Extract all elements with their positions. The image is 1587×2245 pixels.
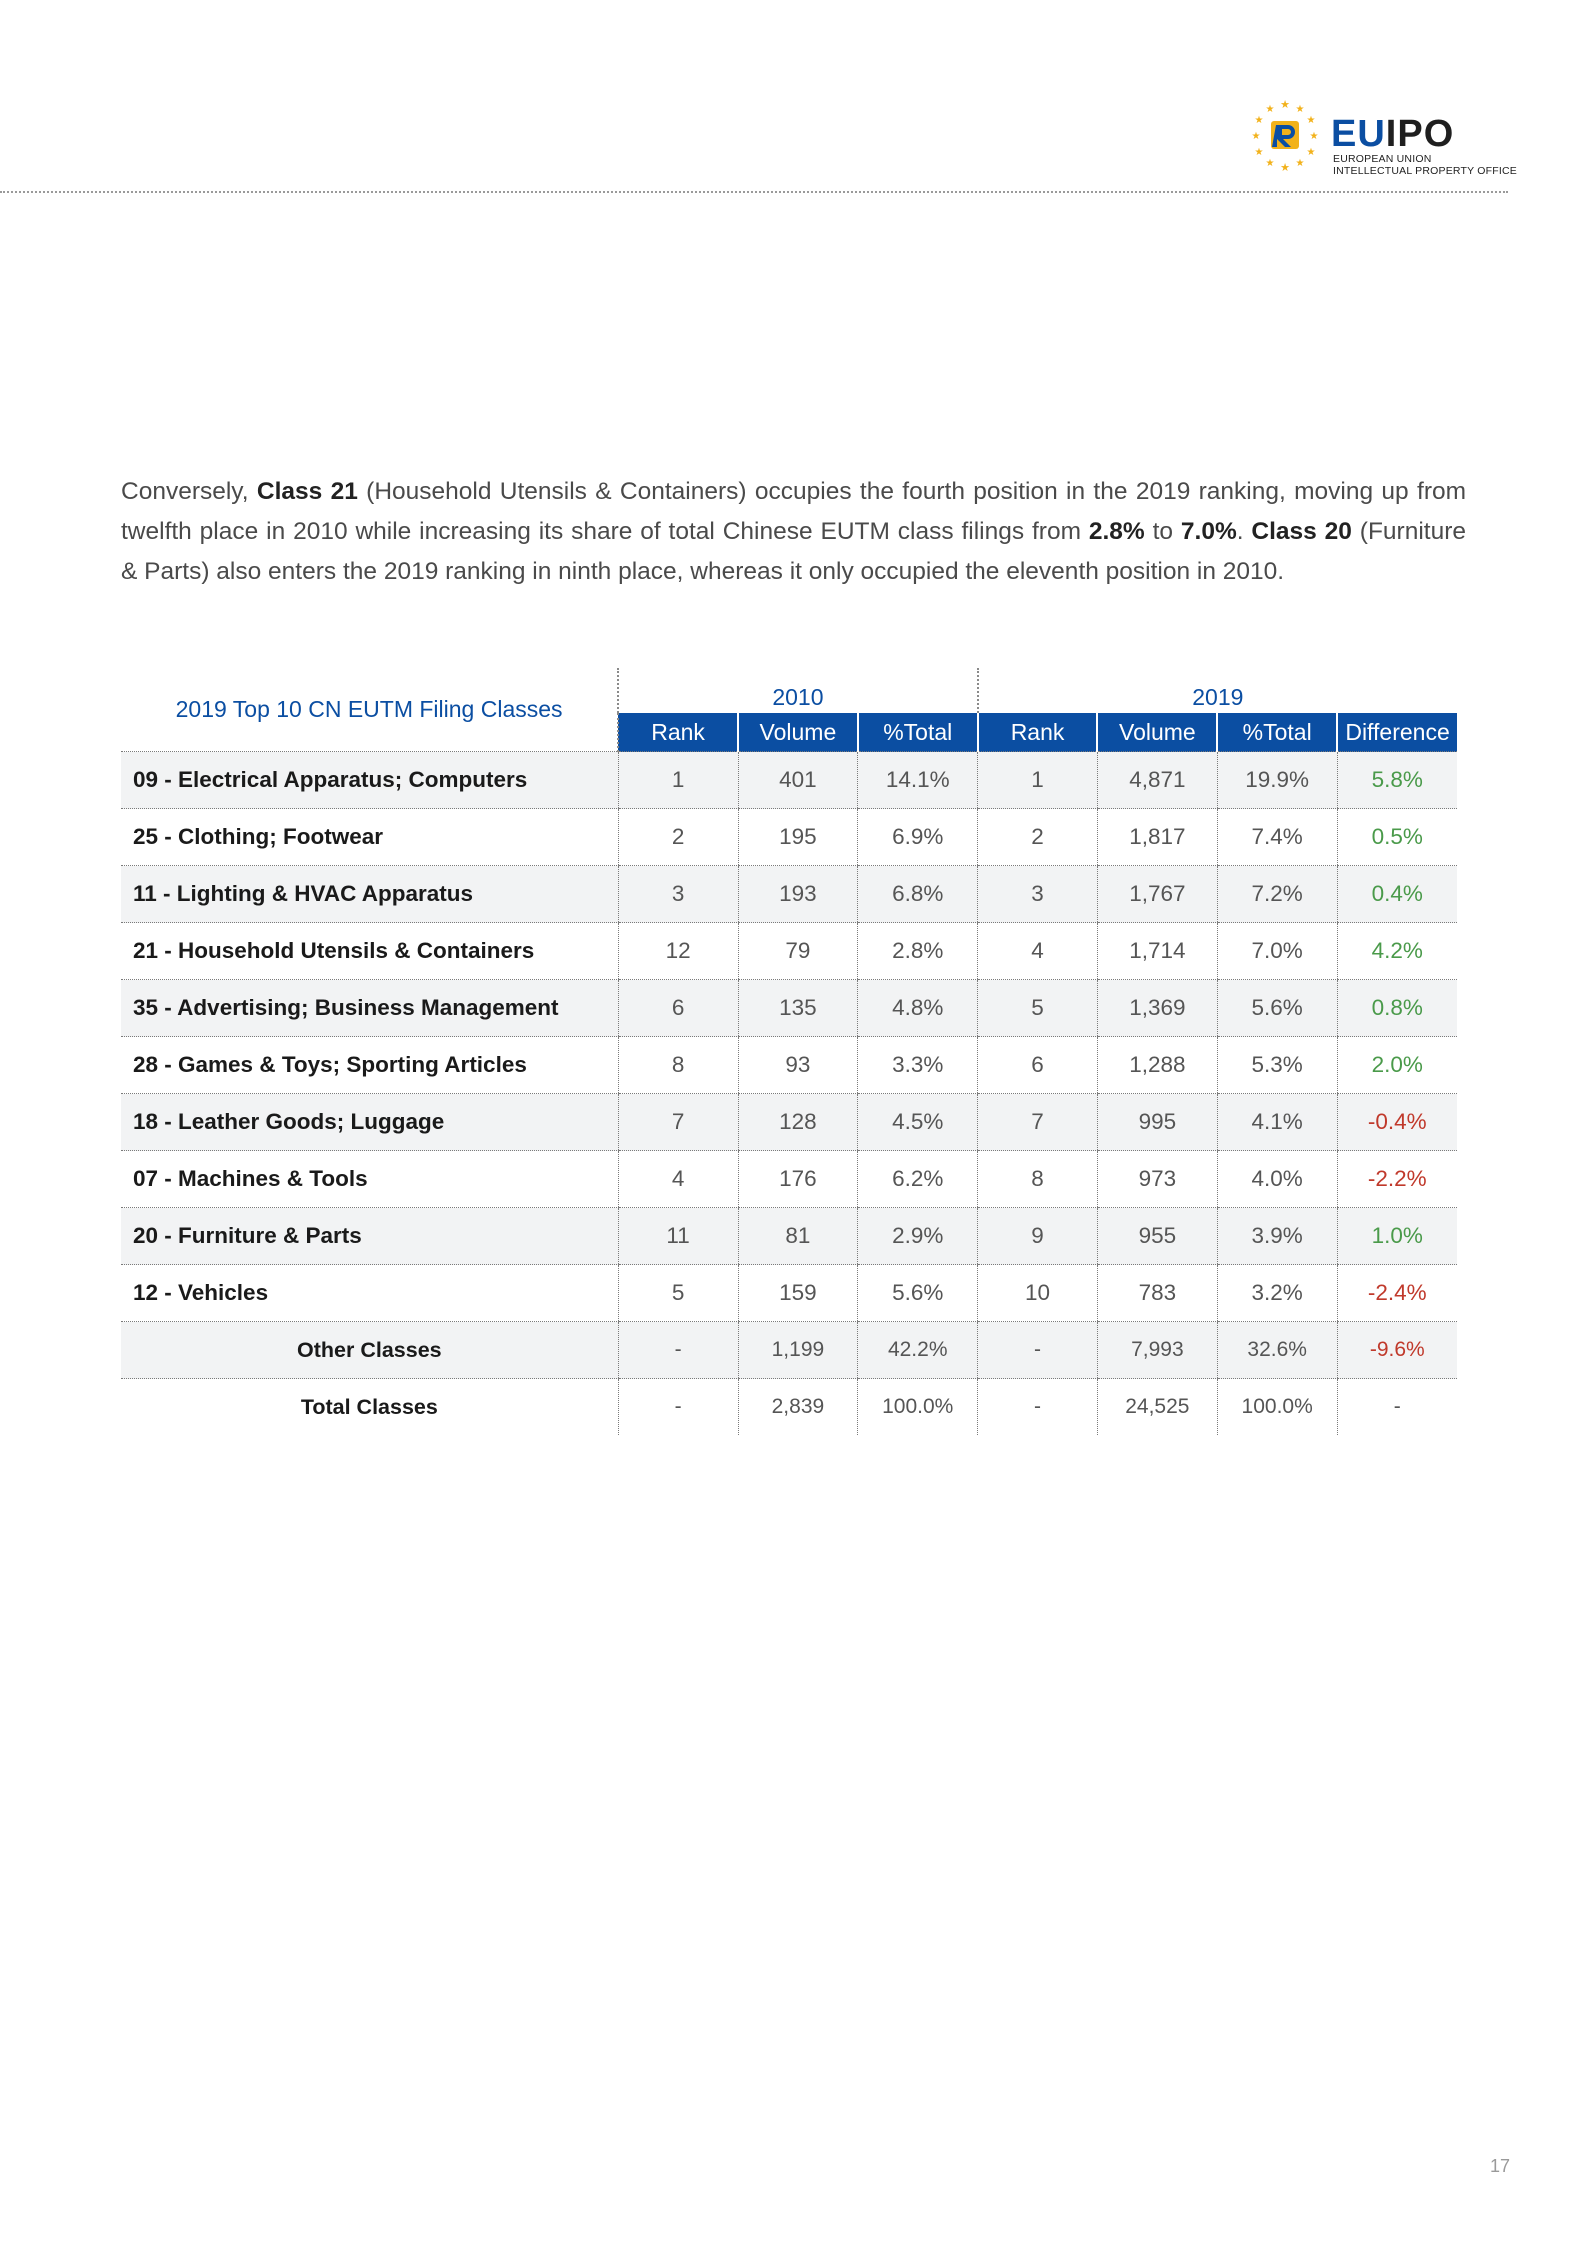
table-row-other <box>121 1322 1457 1379</box>
row-label: 09 - Electrical Apparatus; Computers <box>121 752 618 809</box>
col-header-rank-2010: Rank <box>618 713 738 752</box>
row-label: 28 - Games & Toys; Sporting Articles <box>121 1037 618 1094</box>
cell-difference: -0.4% <box>1337 1094 1457 1151</box>
svg-text:★: ★ <box>1251 131 1261 142</box>
cell-rank-2019: 3 <box>978 866 1098 923</box>
cell-rank-2019: - <box>978 1322 1098 1379</box>
svg-text:★: ★ <box>1306 147 1316 158</box>
euipo-emblem-icon <box>1245 95 1325 175</box>
cell-rank-2010: 7 <box>618 1094 738 1151</box>
cell-volume-2019: 1,714 <box>1097 923 1217 980</box>
row-label: 35 - Advertising; Business Management <box>121 980 618 1037</box>
filing-classes-table <box>121 668 1457 1435</box>
col-header-volume-2010: Volume <box>738 713 858 752</box>
cell-rank-2010: - <box>618 1322 738 1379</box>
cell-total-2010: 4.5% <box>858 1094 978 1151</box>
cell-volume-2019: 995 <box>1097 1094 1217 1151</box>
cell-rank-2019: 7 <box>978 1094 1098 1151</box>
cell-total-2019: 4.0% <box>1217 1151 1337 1208</box>
table-row <box>121 980 1457 1037</box>
cell-total-2019: 3.9% <box>1217 1208 1337 1265</box>
cell-difference: 2.0% <box>1337 1037 1457 1094</box>
row-label: Other Classes <box>121 1322 618 1379</box>
table-row <box>121 1094 1457 1151</box>
table-row <box>121 1037 1457 1094</box>
cell-rank-2019: 6 <box>978 1037 1098 1094</box>
cell-difference: 0.4% <box>1337 866 1457 923</box>
svg-text:★: ★ <box>1265 104 1275 115</box>
cell-rank-2010: 1 <box>618 752 738 809</box>
svg-text:★: ★ <box>1280 98 1290 111</box>
cell-difference: -2.4% <box>1337 1265 1457 1322</box>
cell-volume-2019: 24,525 <box>1097 1379 1217 1436</box>
cell-total-2010: 2.8% <box>858 923 978 980</box>
table-row <box>121 1265 1457 1322</box>
svg-text:★: ★ <box>1295 104 1305 115</box>
cell-rank-2010: 5 <box>618 1265 738 1322</box>
cell-volume-2019: 1,817 <box>1097 809 1217 866</box>
cell-volume-2010: 135 <box>738 980 858 1037</box>
cell-difference: 0.8% <box>1337 980 1457 1037</box>
cell-volume-2010: 159 <box>738 1265 858 1322</box>
table-title: 2019 Top 10 CN EUTM Filing Classes <box>175 696 563 722</box>
euipo-logo <box>1245 95 1515 175</box>
cell-total-2010: 2.9% <box>858 1208 978 1265</box>
cell-volume-2019: 955 <box>1097 1208 1217 1265</box>
cell-volume-2010: 401 <box>738 752 858 809</box>
cell-volume-2010: 195 <box>738 809 858 866</box>
row-label: 25 - Clothing; Footwear <box>121 809 618 866</box>
cell-total-2019: 5.6% <box>1217 980 1337 1037</box>
cell-rank-2010: - <box>618 1379 738 1436</box>
cell-total-2010: 4.8% <box>858 980 978 1037</box>
page-number: 17 <box>1490 2156 1511 2176</box>
body-paragraph: Conversely, Class 21 (Household Utensils & Containers) occupies the fourth position in the 2019 ranking, moving up from twelfth place in 2010 while increasing its share of total Chinese EUTM class filings from 2.8% to 7.0%. Class 20 (Furniture & Parts) also enters the 2019 ranking in ninth place, whereas it only occupied the eleventh position in 2010. <box>121 478 1467 585</box>
cell-rank-2019: 5 <box>978 980 1098 1037</box>
cell-rank-2019: 10 <box>978 1265 1098 1322</box>
cell-total-2019: 4.1% <box>1217 1094 1337 1151</box>
row-label: 18 - Leather Goods; Luggage <box>121 1094 618 1151</box>
table-row <box>121 809 1457 866</box>
row-label: Total Classes <box>300 1394 438 1419</box>
cell-rank-2019: 4 <box>978 923 1098 980</box>
cell-volume-2019: 1,767 <box>1097 866 1217 923</box>
cell-rank-2019: 9 <box>978 1208 1098 1265</box>
cell-volume-2010: 128 <box>738 1094 858 1151</box>
cell-volume-2019: 4,871 <box>1097 752 1217 809</box>
row-label: 21 - Household Utensils & Containers <box>121 923 618 980</box>
svg-text:★: ★ <box>1254 147 1264 158</box>
cell-difference: -9.6% <box>1337 1322 1457 1379</box>
col-header-volume-2019: Volume <box>1097 713 1217 752</box>
cell-volume-2019: 973 <box>1097 1151 1217 1208</box>
cell-rank-2019: 2 <box>978 809 1098 866</box>
table-row <box>121 1151 1457 1208</box>
cell-total-2010: 5.6% <box>858 1265 978 1322</box>
cell-rank-2019: 1 <box>978 752 1098 809</box>
col-header-total-2019: %Total <box>1217 713 1337 752</box>
cell-volume-2019: 1,369 <box>1097 980 1217 1037</box>
cell-total-2010: 3.3% <box>858 1037 978 1094</box>
cell-difference: 4.2% <box>1337 923 1457 980</box>
table-row <box>121 752 1457 809</box>
cell-volume-2019: 783 <box>1097 1265 1217 1322</box>
row-label: 12 - Vehicles <box>121 1265 618 1322</box>
cell-volume-2019: 7,993 <box>1097 1322 1217 1379</box>
table-body <box>121 752 1457 1436</box>
cell-rank-2019: - <box>978 1379 1098 1436</box>
cell-rank-2010: 3 <box>618 866 738 923</box>
cell-total-2019: 3.2% <box>1217 1265 1337 1322</box>
cell-difference: 5.8% <box>1337 752 1457 809</box>
cell-total-2019: 32.6% <box>1217 1322 1337 1379</box>
cell-volume-2010: 2,839 <box>738 1379 858 1436</box>
cell-volume-2010: 79 <box>738 923 858 980</box>
cell-volume-2010: 1,199 <box>738 1322 858 1379</box>
cell-rank-2010: 12 <box>618 923 738 980</box>
header-divider <box>0 191 1508 193</box>
svg-text:★: ★ <box>1295 158 1305 169</box>
cell-difference: 0.5% <box>1337 809 1457 866</box>
cell-volume-2010: 176 <box>738 1151 858 1208</box>
cell-total-2019: 19.9% <box>1217 752 1337 809</box>
table-row <box>121 923 1457 980</box>
cell-volume-2010: 193 <box>738 866 858 923</box>
row-label: 20 - Furniture & Parts <box>121 1208 618 1265</box>
row-label: 11 - Lighting & HVAC Apparatus <box>121 866 618 923</box>
cell-total-2010: 6.2% <box>858 1151 978 1208</box>
year-2010-header: 2010 <box>618 668 977 713</box>
cell-total-2010: 100.0% <box>858 1379 978 1436</box>
row-label: 07 - Machines & Tools <box>121 1151 618 1208</box>
cell-total-2010: 6.9% <box>858 809 978 866</box>
cell-difference: 1.0% <box>1337 1208 1457 1265</box>
cell-difference: - <box>1337 1379 1457 1436</box>
cell-volume-2019: 1,288 <box>1097 1037 1217 1094</box>
cell-total-2019: 7.2% <box>1217 866 1337 923</box>
svg-text:★: ★ <box>1280 161 1290 174</box>
cell-rank-2010: 8 <box>618 1037 738 1094</box>
cell-volume-2010: 81 <box>738 1208 858 1265</box>
cell-total-2010: 6.8% <box>858 866 978 923</box>
cell-rank-2019: 8 <box>978 1151 1098 1208</box>
col-header-difference: Difference <box>1337 713 1457 752</box>
svg-text:★: ★ <box>1254 115 1264 126</box>
col-header-total-2010: %Total <box>858 713 978 752</box>
cell-rank-2010: 6 <box>618 980 738 1037</box>
svg-text:★: ★ <box>1306 115 1316 126</box>
euipo-wordmark: EUIPO <box>1331 113 1455 155</box>
cell-total-2019: 7.0% <box>1217 923 1337 980</box>
euipo-subtitle: EUROPEAN UNION INTELLECTUAL PROPERTY OFFICE <box>1333 153 1517 177</box>
year-2019-header: 2019 <box>978 668 1457 713</box>
cell-total-2010: 42.2% <box>858 1322 978 1379</box>
cell-rank-2010: 4 <box>618 1151 738 1208</box>
cell-rank-2010: 2 <box>618 809 738 866</box>
table-row <box>121 866 1457 923</box>
table-row-total <box>121 1379 1457 1436</box>
cell-volume-2010: 93 <box>738 1037 858 1094</box>
cell-total-2019: 5.3% <box>1217 1037 1337 1094</box>
cell-total-2019: 7.4% <box>1217 809 1337 866</box>
cell-rank-2010: 11 <box>618 1208 738 1265</box>
svg-text:★: ★ <box>1265 158 1275 169</box>
svg-text:★: ★ <box>1309 131 1319 142</box>
cell-difference: -2.2% <box>1337 1151 1457 1208</box>
cell-total-2010: 14.1% <box>858 752 978 809</box>
table-row <box>121 1208 1457 1265</box>
col-header-rank-2019: Rank <box>978 713 1098 752</box>
cell-total-2019: 100.0% <box>1217 1379 1337 1436</box>
